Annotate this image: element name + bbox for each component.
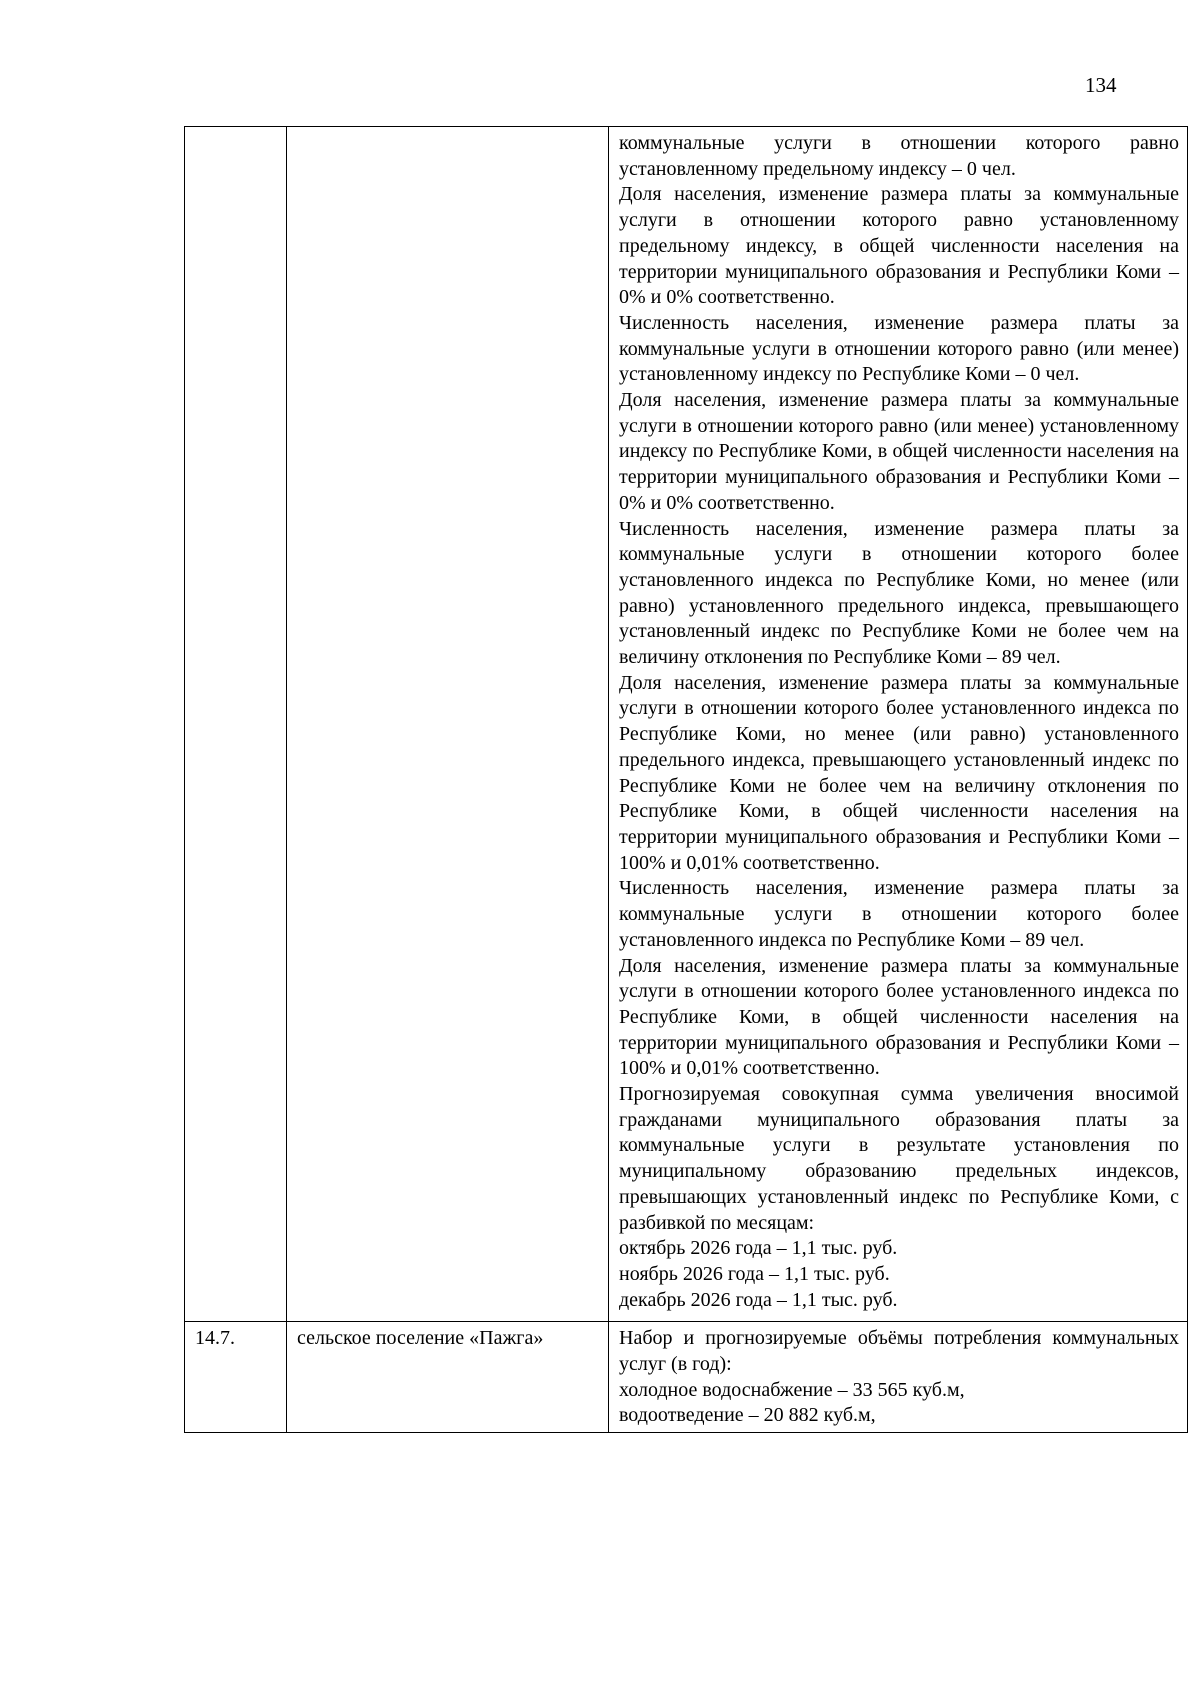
paragraph: Прогнозируемая совокупная сумма увеличения вносимой гражданами муниципального образования платы за коммунальные услуги в результате установления по муниципальному образованию предельных индексов, превышающих установленный индекс по Республике Коми, с разбивкой по месяцам: — [619, 1083, 1179, 1234]
paragraph: декабрь 2026 года – 1,1 тыс. руб. — [619, 1288, 898, 1311]
paragraph: коммунальные услуги в отношении которого равно установленному предельному индексу – 0 чел. — [619, 132, 1179, 180]
paragraph: ноябрь 2026 года – 1,1 тыс. руб. — [619, 1262, 890, 1285]
description-cell — [609, 1322, 1188, 1433]
paragraph: водоотведение – 20 882 куб.м, — [619, 1404, 876, 1427]
paragraph: Численность населения, изменение размера платы за коммунальные услуги в отношении которого более установленного индекса по Республике Коми, но менее (или равно) установленного предельного индекса, превышающего установленный индекс по Республике Коми не более чем на величину отклонения по Республике Коми – 89 чел. — [619, 517, 1179, 669]
table-row — [185, 1322, 1188, 1433]
description-cell — [609, 127, 1188, 1322]
municipality-cell — [287, 127, 609, 1322]
paragraph: Доля населения, изменение размера платы за коммунальные услуги в отношении которого более установленного индекса по Республике Коми, но менее (или равно) установленного предельного индекса, превышающего установленный индекс по Республике Коми не более чем на величину отклонения по Республике Коми, в общей численности населения на территории муниципального образования и Республики Коми – 100% и 0,01% соответственно. — [619, 671, 1179, 874]
municipal-table — [184, 126, 1188, 1433]
paragraph: Доля населения, изменение размера платы за коммунальные услуги в отношении которого равно (или менее) установленному индексу по Республике Коми, в общей численности населения на территории муниципального образования и Республики Коми – 0% и 0% соответственно. — [619, 389, 1179, 514]
number-cell: 14.7. — [185, 1322, 287, 1433]
page-number: 134 — [1085, 73, 1117, 97]
table-row — [185, 127, 1188, 1322]
paragraph: холодное водоснабжение – 33 565 куб.м, — [619, 1378, 965, 1401]
number-cell — [185, 127, 287, 1322]
paragraph: Численность населения, изменение размера платы за коммунальные услуги в отношении которого равно (или менее) установленному индексу по Республике Коми – 0 чел. — [619, 311, 1179, 386]
paragraph: Численность населения, изменение размера платы за коммунальные услуги в отношении которого более установленного индекса по Республике Коми – 89 чел. — [619, 877, 1179, 951]
paragraph: октябрь 2026 года – 1,1 тыс. руб. — [619, 1237, 898, 1260]
paragraph: Набор и прогнозируемые объёмы потребления коммунальных услуг (в год): — [619, 1327, 1179, 1376]
municipality-cell: сельское поселение «Пажга» — [287, 1322, 609, 1433]
paragraph: Доля населения, изменение размера платы за коммунальные услуги в отношении которого равно установленному предельному индексу, в общей численности населения на территории муниципального образования и Республики Коми – 0% и 0% соответственно. — [619, 183, 1179, 309]
paragraph: Доля населения, изменение размера платы за коммунальные услуги в отношении которого более установленного индекса по Республике Коми, в общей численности населения на территории муниципального образования и Республики Коми – 100% и 0,01% соответственно. — [619, 954, 1179, 1080]
